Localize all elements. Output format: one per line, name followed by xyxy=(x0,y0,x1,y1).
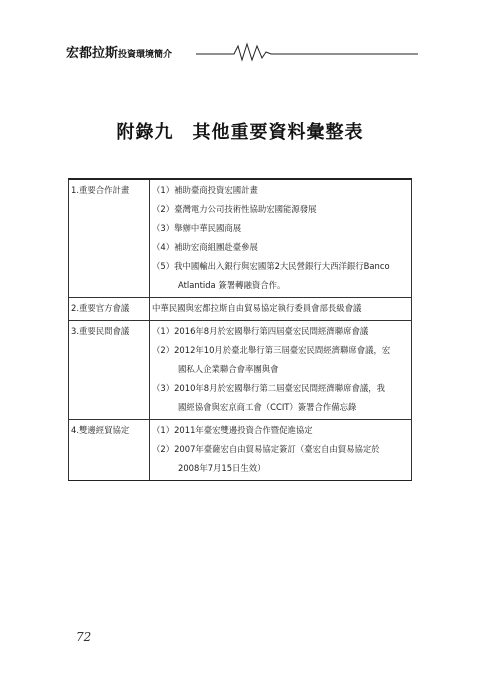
page-title: 附錄九 其他重要資料彙整表 xyxy=(116,122,364,143)
header-title-sub: 投資環境簡介 xyxy=(118,50,173,60)
row-content xyxy=(150,179,412,298)
list-item-continuation: 國經協會與宏京商工會（CCIT）簽署合作備忘錄 xyxy=(178,402,357,412)
list-item: （1）2016年8月於宏國舉行第四屆臺宏民間經濟聯席會議 xyxy=(152,326,369,336)
running-header xyxy=(66,42,426,62)
list-item: （4）補助宏商組團赴臺參展 xyxy=(152,242,258,252)
row-category: 2.重要官方會議 xyxy=(69,298,150,321)
list-item-continuation: Atlantida 簽署轉融資合作。 xyxy=(178,280,286,290)
list-item: （3）2010年8月於宏國舉行第二屆臺宏民間經濟聯席會議，我 xyxy=(152,383,385,393)
summary-table xyxy=(68,178,412,481)
list-item: （2）2012年10月於臺北舉行第三屆臺宏民間經濟聯席會議，宏 xyxy=(152,345,391,355)
list-item: （3）舉辦中華民國商展 xyxy=(152,223,242,233)
row-content xyxy=(150,298,412,321)
row-content xyxy=(150,321,412,420)
list-item: （2）2007年臺薩宏自由貿易協定簽訂（臺宏自由貿易協定於 xyxy=(152,444,380,454)
header-title-main: 宏都拉斯 xyxy=(66,46,119,61)
row-category: 4.雙邊經貿協定 xyxy=(69,420,150,481)
list-item-continuation: 國私人企業聯合會率團與會 xyxy=(178,364,279,374)
list-item: （1）補助臺商投資宏國計畫 xyxy=(152,185,258,195)
table-row xyxy=(69,321,412,420)
list-item: 中華民國與宏都拉斯自由貿易協定執行委員會部長級會議 xyxy=(152,303,362,313)
table-row xyxy=(69,179,412,298)
header-title xyxy=(66,42,172,61)
list-item: （2）臺灣電力公司技術性協助宏國能源發展 xyxy=(152,204,317,214)
row-category: 1.重要合作計畫 xyxy=(69,179,150,298)
list-item-continuation: 2008年7月15日生效） xyxy=(178,463,266,473)
table-row xyxy=(69,298,412,321)
list-item: （5）我中國輸出入銀行與宏國第2大民營銀行大西洋銀行Banco xyxy=(152,261,390,271)
list-item: （1）2011年臺宏雙邊投資合作暨促進協定 xyxy=(152,425,313,435)
table-row xyxy=(69,420,412,481)
row-content xyxy=(150,420,412,481)
page-number: 72 xyxy=(76,630,92,644)
row-category: 3.重要民間會議 xyxy=(69,321,150,420)
